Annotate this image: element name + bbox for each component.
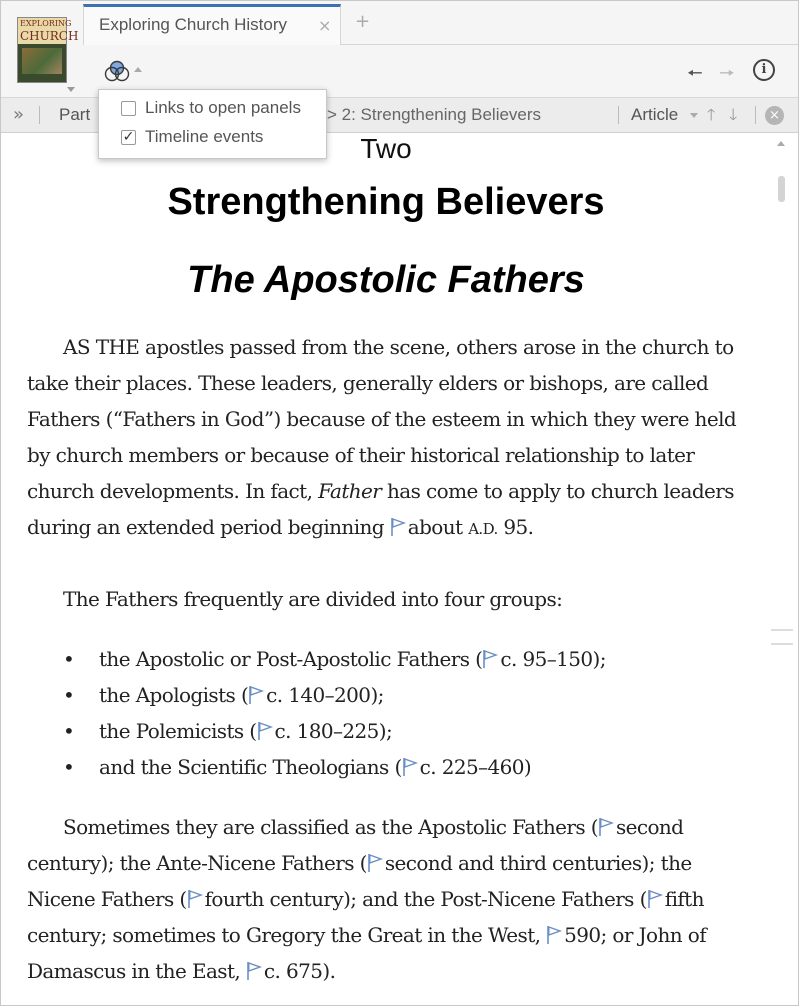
visual-filters-button[interactable] [102, 59, 132, 83]
option-label: Links to open panels [145, 98, 301, 117]
bullet: • [63, 683, 75, 707]
timeline-text: c. 140–200 [266, 683, 371, 707]
timeline-text: c. 95–150 [500, 647, 593, 671]
links-checkbox[interactable] [121, 101, 136, 116]
timeline-text: c. 225–460 [419, 755, 524, 779]
toolbar-separator [755, 106, 756, 124]
timeline-text: 590 [564, 923, 601, 947]
paragraph-3 [27, 809, 747, 989]
small-caps-text: A.D. [468, 520, 498, 538]
text: the Apostolic or Post-Apostolic Fathers ( [99, 647, 483, 671]
timeline-text: c. 675 [263, 959, 323, 983]
visual-filters-dropdown [98, 89, 327, 159]
timeline-flag-icon[interactable] [546, 925, 562, 945]
timeline-text: second century [27, 815, 684, 875]
breadcrumb[interactable]: > 2: Strengthening Believers [327, 105, 542, 124]
chapter-title: Strengthening Believers [167, 181, 605, 223]
timeline-text: second and third centuries [384, 851, 642, 875]
timeline-text: fourth century [204, 887, 344, 911]
text: ; sometimes to Gregory the Great in the West, [100, 923, 547, 947]
cover-illustration [22, 48, 62, 74]
option-label: Timeline events [145, 127, 264, 146]
timeline-checkbox[interactable]: ✓ [122, 129, 135, 145]
tab-title: Exploring Church History [99, 15, 288, 34]
timeline-flag-icon[interactable] [402, 757, 418, 777]
toolbar-separator [39, 106, 40, 124]
bullet: • [63, 719, 75, 743]
list-item [27, 677, 747, 713]
article-caret-icon[interactable] [690, 113, 698, 118]
close-toolbar-icon[interactable]: × [765, 106, 784, 125]
text: the Polemicists ( [99, 719, 257, 743]
paragraph-2: The Fathers frequently are divided into four groups: [63, 587, 563, 611]
scroll-marker [771, 643, 793, 645]
timeline-flag-icon[interactable] [187, 889, 203, 909]
visual-filters-icon [102, 59, 132, 83]
next-article-icon[interactable]: 🡓 [729, 105, 738, 124]
info-icon[interactable]: i [753, 59, 775, 81]
text: Sometimes they are classified as the Apostolic Fathers ( [63, 815, 598, 839]
italic-text: Father [318, 479, 382, 503]
cover-title-line1: EXPLORING [20, 19, 72, 28]
article-selector[interactable]: Article [631, 105, 679, 124]
text: ) [523, 755, 532, 779]
toolbar-separator [618, 106, 619, 124]
vertical-scrollbar[interactable] [775, 133, 793, 1005]
cover-title-line2: CHURCH [20, 29, 79, 43]
add-tab-button[interactable]: + [355, 11, 371, 32]
groups-list [27, 641, 747, 785]
book-cover-thumbnail[interactable] [17, 17, 79, 83]
panel-header [1, 1, 798, 97]
bullet: • [63, 647, 75, 671]
timeline-flag-icon[interactable] [647, 889, 663, 909]
visual-filters-caret-icon[interactable] [134, 67, 142, 72]
text: the Apologists ( [99, 683, 249, 707]
timeline-flag-icon[interactable] [257, 721, 273, 741]
tab-exploring-church-history[interactable] [83, 4, 341, 45]
timeline-flag-icon[interactable] [598, 817, 614, 837]
article-content [1, 133, 781, 1005]
text: ). [322, 959, 336, 983]
forward-arrow-icon[interactable]: 🠖 [719, 63, 735, 84]
text: ); [370, 683, 384, 707]
timeline-text: about [407, 515, 469, 539]
timeline-text: fifth century [27, 887, 704, 947]
timeline-text: c. 180–225 [274, 719, 379, 743]
expand-icon[interactable]: » [13, 104, 25, 125]
part-selector[interactable]: Part [59, 105, 91, 124]
text: ); the Ante-Nicene Fathers ( [100, 851, 367, 875]
text: ); and the Post-Nicene Fathers ( [343, 887, 647, 911]
text: ); the Nicene Fathers ( [27, 851, 692, 911]
chapter-number: Two [360, 133, 412, 164]
text: 95. [497, 515, 534, 539]
timeline-flag-icon[interactable] [246, 961, 262, 981]
timeline-flag-icon[interactable] [367, 853, 383, 873]
text: ); [378, 719, 393, 743]
timeline-flag-icon[interactable] [248, 685, 264, 705]
text: has come to apply to church leaders during an extended period beginning [27, 479, 734, 539]
scroll-up-icon[interactable] [777, 141, 785, 146]
scrollbar-thumb[interactable] [778, 176, 785, 202]
text: and the Scientific Theologians ( [99, 755, 402, 779]
list-item [27, 749, 747, 785]
back-arrow-icon[interactable]: 🠔 [687, 63, 703, 84]
previous-article-icon[interactable]: 🡑 [707, 105, 716, 124]
paragraph-1 [27, 329, 747, 547]
section-title: The Apostolic Fathers [187, 259, 585, 301]
list-item [27, 641, 747, 677]
list-item [27, 713, 747, 749]
scroll-marker [771, 629, 793, 631]
bullet: • [63, 755, 75, 779]
timeline-flag-icon[interactable] [482, 649, 498, 669]
cover-menu-caret-icon[interactable] [67, 87, 75, 92]
timeline-flag-icon[interactable] [390, 517, 406, 537]
text: AS THE apostles passed from the scene, others arose in the church to take their places. These leaders, generally elders or bishops, are called Fathers (“Fathers in God”) because of the esteem in which they were held by church members or because of their historical relationship to later church developments. In fact, [27, 335, 737, 503]
tab-close-icon[interactable]: × [318, 16, 332, 35]
text: ; or John of Damascus in the East, [27, 923, 707, 983]
text: ); [592, 647, 606, 671]
